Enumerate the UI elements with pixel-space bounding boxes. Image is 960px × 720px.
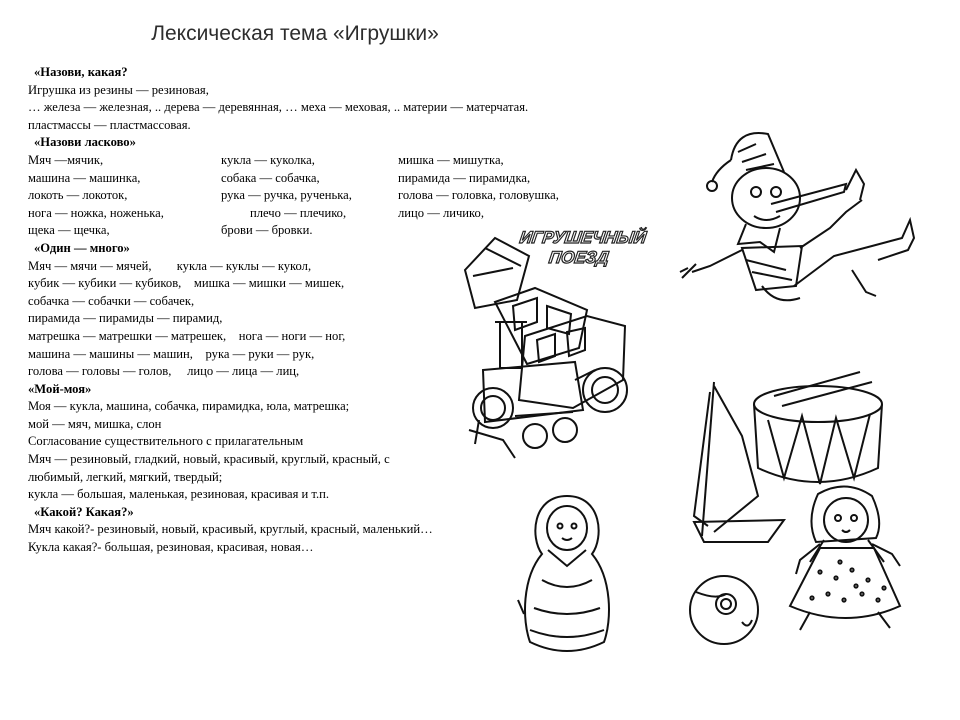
text-line: кукла — большая, маленькая, резиновая, красивая и т.п. <box>28 487 329 502</box>
text-line: пластмассы — пластмассовая. <box>28 117 191 132</box>
page-title: Лексическая тема «Игрушки» <box>151 22 439 45</box>
text-cell: собака — собачка, <box>221 170 320 185</box>
text-line: машина — машины — машин, рука — руки — рук, <box>28 346 315 361</box>
section-heading: «Какой? Какая?» <box>34 504 134 519</box>
text-cell: Мяч —мячик, <box>28 152 104 167</box>
table-row <box>28 222 518 240</box>
table-row <box>28 170 531 188</box>
table-row <box>28 205 518 223</box>
text-line: пирамида — пирамиды — пирамид, <box>28 311 223 326</box>
text-line: Согласование существительного с прилагательным <box>28 434 304 449</box>
text-line: мой — мяч, мишка, слон <box>28 416 162 431</box>
text-line: … железа — железная, .. дерева — деревянная, … меха — меховая, .. материи — матерчатая. <box>28 100 529 115</box>
text-cell: голова — головка, головушка, <box>398 188 559 203</box>
section-heading: «Назови, какая? <box>34 65 128 79</box>
text-cell: локоть — локоток, <box>28 188 128 203</box>
text-line: голова — головы — голов, лицо — лица — лиц, <box>28 364 300 379</box>
table-row <box>28 152 518 170</box>
text-cell: нога — ножка, ноженька, <box>28 205 164 220</box>
section-heading: «Назови ласково» <box>34 135 136 150</box>
text-cell: лицо — личико, <box>398 205 484 220</box>
section-heading: «Мой-моя» <box>28 381 92 396</box>
train-caption-line: ПОЕЗД <box>547 248 611 267</box>
text-cell: машина — машинка, <box>28 170 141 185</box>
text-line: Мяч — мячи — мячей, кукла — куклы — кукол, <box>28 258 312 273</box>
matryoshka-illustration <box>512 490 622 660</box>
section-heading: «Один — много» <box>34 240 130 255</box>
text-cell: рука — ручка, рученька, <box>221 188 352 203</box>
text-cell: мишка — мишутка, <box>398 152 504 167</box>
text-line: собачка — собачки — собачек, <box>28 293 195 308</box>
train-caption-line: ИГРУШЕЧНЫЙ <box>518 228 648 247</box>
train-caption <box>515 228 648 272</box>
text-content <box>28 64 559 557</box>
text-line: Игрушка из резины — резиновая, <box>28 82 209 97</box>
text-cell: брови — бровки. <box>221 223 313 238</box>
text-line: Мяч какой?- резиновый, новый, красивый, круглый, красный, маленький… <box>28 522 433 537</box>
table-row <box>28 187 559 205</box>
text-line: любимый, легкий, мягкий, твердый; <box>28 469 223 484</box>
text-line: матрешка — матрешки — матрешек, нога — ноги — ног, <box>28 328 346 343</box>
text-line: кубик — кубики — кубиков, мишка — мишки — мишек, <box>28 276 345 291</box>
ball-illustration <box>686 570 766 650</box>
puppet-illustration <box>676 120 922 310</box>
text-line: Кукла какая?- большая, резиновая, красивая, новая… <box>28 540 314 555</box>
text-line: Мяч — резиновый, гладкий, новый, красивый, круглый, красный, с <box>28 452 390 467</box>
doll-illustration <box>780 482 914 632</box>
text-cell: плечо — плечико, <box>250 205 347 220</box>
text-cell: пирамида — пирамидка, <box>398 170 531 185</box>
text-cell: щека — щечка, <box>28 223 110 238</box>
text-cell: кукла — куколка, <box>221 152 315 167</box>
text-line: Моя — кукла, машина, собачка, пирамидка, юла, матрешка; <box>28 399 350 414</box>
